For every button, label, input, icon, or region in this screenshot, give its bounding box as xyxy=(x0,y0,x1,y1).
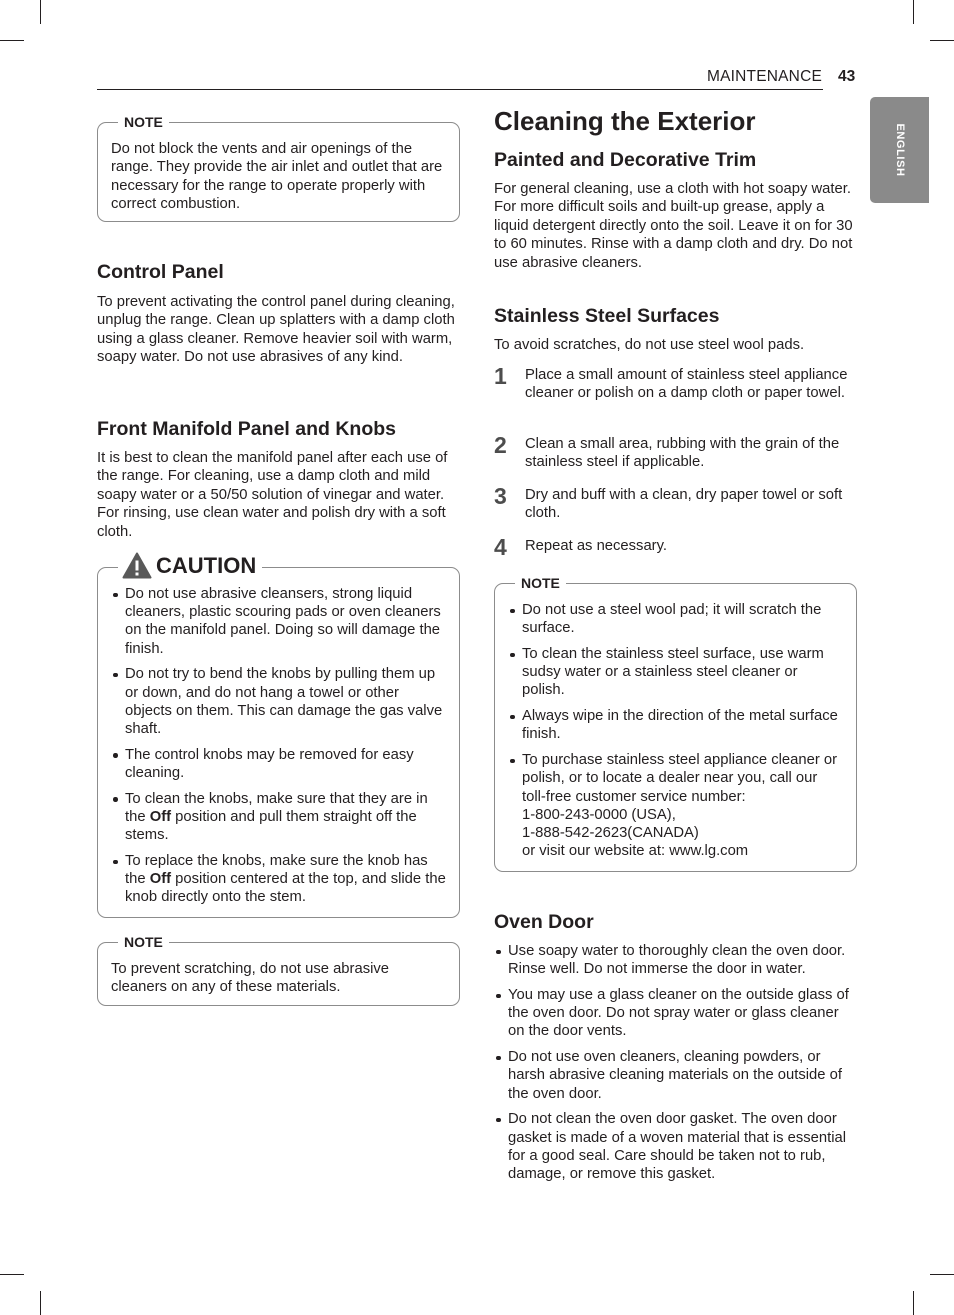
step-text: Dry and buff with a clean, dry paper towel or soft cloth. xyxy=(525,487,843,522)
stainless-intro: To avoid scratches, do not use steel wool pads. xyxy=(494,337,805,353)
warning-icon xyxy=(122,552,152,579)
note-box-stainless xyxy=(494,575,857,872)
step-4 xyxy=(494,534,857,560)
note-text: To prevent scratching, do not use abrasive cleaners on any of these materials. xyxy=(111,961,390,996)
language-tab-label: ENGLISH xyxy=(893,123,906,177)
crop-mark xyxy=(40,0,41,24)
note-text: Do not block the vents and air openings of the range. They provide the air inlet and outlet that are necessary for the range to operate properly with correct combustion. xyxy=(111,141,443,213)
off-position-label: Off xyxy=(149,871,172,888)
crop-mark xyxy=(0,1274,24,1275)
caution-list xyxy=(111,585,446,907)
oven-door-list xyxy=(494,942,857,1183)
step-text: Repeat as necessary. xyxy=(525,538,668,554)
oven-door-heading: Oven Door xyxy=(494,911,594,933)
list-item: Always wipe in the direction of the metal surface finish. xyxy=(508,707,843,743)
step-text: Place a small amount of stainless steel appliance cleaner or polish on a damp cloth or paper towel. xyxy=(525,367,848,402)
step-1 xyxy=(494,363,857,403)
crop-mark xyxy=(913,0,914,24)
step-text: Clean a small area, rubbing with the grain of the stainless steel if applicable. xyxy=(525,436,840,471)
caution-item: Do not use abrasive cleansers, strong liquid cleaners, plastic scouring pads or oven cleaners on the manifold panel. Doing so will damage the finish. xyxy=(111,585,446,658)
step-number: 4 xyxy=(494,534,507,560)
control-panel-heading: Control Panel xyxy=(97,261,224,283)
note-box-vents xyxy=(97,114,460,222)
list-item: To clean the stainless steel surface, use warm sudsy water or a stainless steel cleaner or polish. xyxy=(508,645,843,700)
caution-item xyxy=(111,852,446,907)
language-tab xyxy=(870,97,929,203)
caution-item xyxy=(111,790,446,845)
step-number: 2 xyxy=(494,432,507,458)
header-divider xyxy=(97,89,823,90)
step-3 xyxy=(494,483,857,523)
caution-item-text: To clean the knobs, make sure that they are in the xyxy=(125,790,428,826)
phone-canada: 1-888-542-2623(CANADA) xyxy=(522,825,699,842)
painted-trim-body: For general cleaning, use a cloth with hot soapy water. For more difficult soils and built-up grease, apply a liquid detergent directly onto the soil. Leave it on for 30 to 60 minutes. Rinse with a damp cloth and dry. Do not use abrasive cleaners. xyxy=(494,181,853,271)
crop-mark xyxy=(930,40,954,41)
list-item: Do not use oven cleaners, cleaning powders, or harsh abrasive cleaning materials on the outside of the oven door. xyxy=(494,1048,857,1103)
note-label: NOTE xyxy=(118,114,169,131)
list-item: Do not use a steel wool pad; it will scratch the surface. xyxy=(508,601,843,637)
crop-mark xyxy=(0,40,24,41)
note-stainless-list xyxy=(508,601,843,860)
list-item: Use soapy water to thoroughly clean the oven door. Rinse well. Do not immerse the door in water. xyxy=(494,942,857,978)
phone-usa: 1-800-243-0000 (USA), xyxy=(522,806,676,823)
crop-mark xyxy=(40,1291,41,1315)
website-text: or visit our website at: www.lg.com xyxy=(522,843,749,860)
step-number: 1 xyxy=(494,363,507,389)
caution-item: The control knobs may be removed for easy cleaning. xyxy=(111,746,446,782)
note-label: NOTE xyxy=(515,575,566,592)
step-number: 3 xyxy=(494,483,507,509)
step-2 xyxy=(494,432,857,472)
caution-box xyxy=(97,552,460,918)
off-position-label: Off xyxy=(149,809,172,826)
caution-item-text: To replace the knobs, make sure the knob has the xyxy=(125,853,428,888)
list-item xyxy=(508,751,843,860)
caution-item: Do not try to bend the knobs by pulling them up or down, and do not hang a towel or other objects on them. This can damage the gas valve shaft. xyxy=(111,665,446,738)
list-item-text: To purchase stainless steel appliance cleaner or polish, or to locate a dealer near you, call our toll-free customer service number: xyxy=(522,752,838,805)
header-section-title: MAINTENANCE xyxy=(706,68,822,85)
crop-mark xyxy=(930,1274,954,1275)
stainless-heading: Stainless Steel Surfaces xyxy=(494,305,720,327)
list-item: You may use a glass cleaner on the outside glass of the oven door. Do not spray water or glass cleaner on the door vents. xyxy=(494,986,857,1041)
note-box-scratching xyxy=(97,934,460,1006)
front-manifold-body: It is best to clean the manifold panel after each use of the range. For cleaning, use a damp cloth and mild soapy water or a 50/50 solution of vinegar and water. For rinsing, use clean water and polish dry with a soft cloth. xyxy=(97,450,448,540)
caution-item-text: position centered at the top, and slide the knob directly onto the stem. xyxy=(125,871,446,906)
page-title: Cleaning the Exterior xyxy=(494,106,756,136)
painted-trim-heading: Painted and Decorative Trim xyxy=(494,149,757,171)
control-panel-body: To prevent activating the control panel during cleaning, unplug the range. Clean up splatters with a damp cloth using a glass cleaner. Remove heavier soil with warm, soapy water. Do not use abrasives of any kind. xyxy=(97,294,455,366)
page-number: 43 xyxy=(838,68,856,85)
caution-label xyxy=(118,552,262,579)
caution-item-text: position and pull them straight off the stems. xyxy=(125,809,417,844)
crop-mark xyxy=(913,1291,914,1315)
front-manifold-heading: Front Manifold Panel and Knobs xyxy=(97,418,396,440)
note-label: NOTE xyxy=(118,934,169,951)
caution-label-text: CAUTION xyxy=(156,552,257,578)
list-item: Do not clean the oven door gasket. The oven door gasket is made of a woven material that is essential for a good seal. Care should be taken not to rub, damage, or remove this gasket. xyxy=(494,1110,857,1183)
